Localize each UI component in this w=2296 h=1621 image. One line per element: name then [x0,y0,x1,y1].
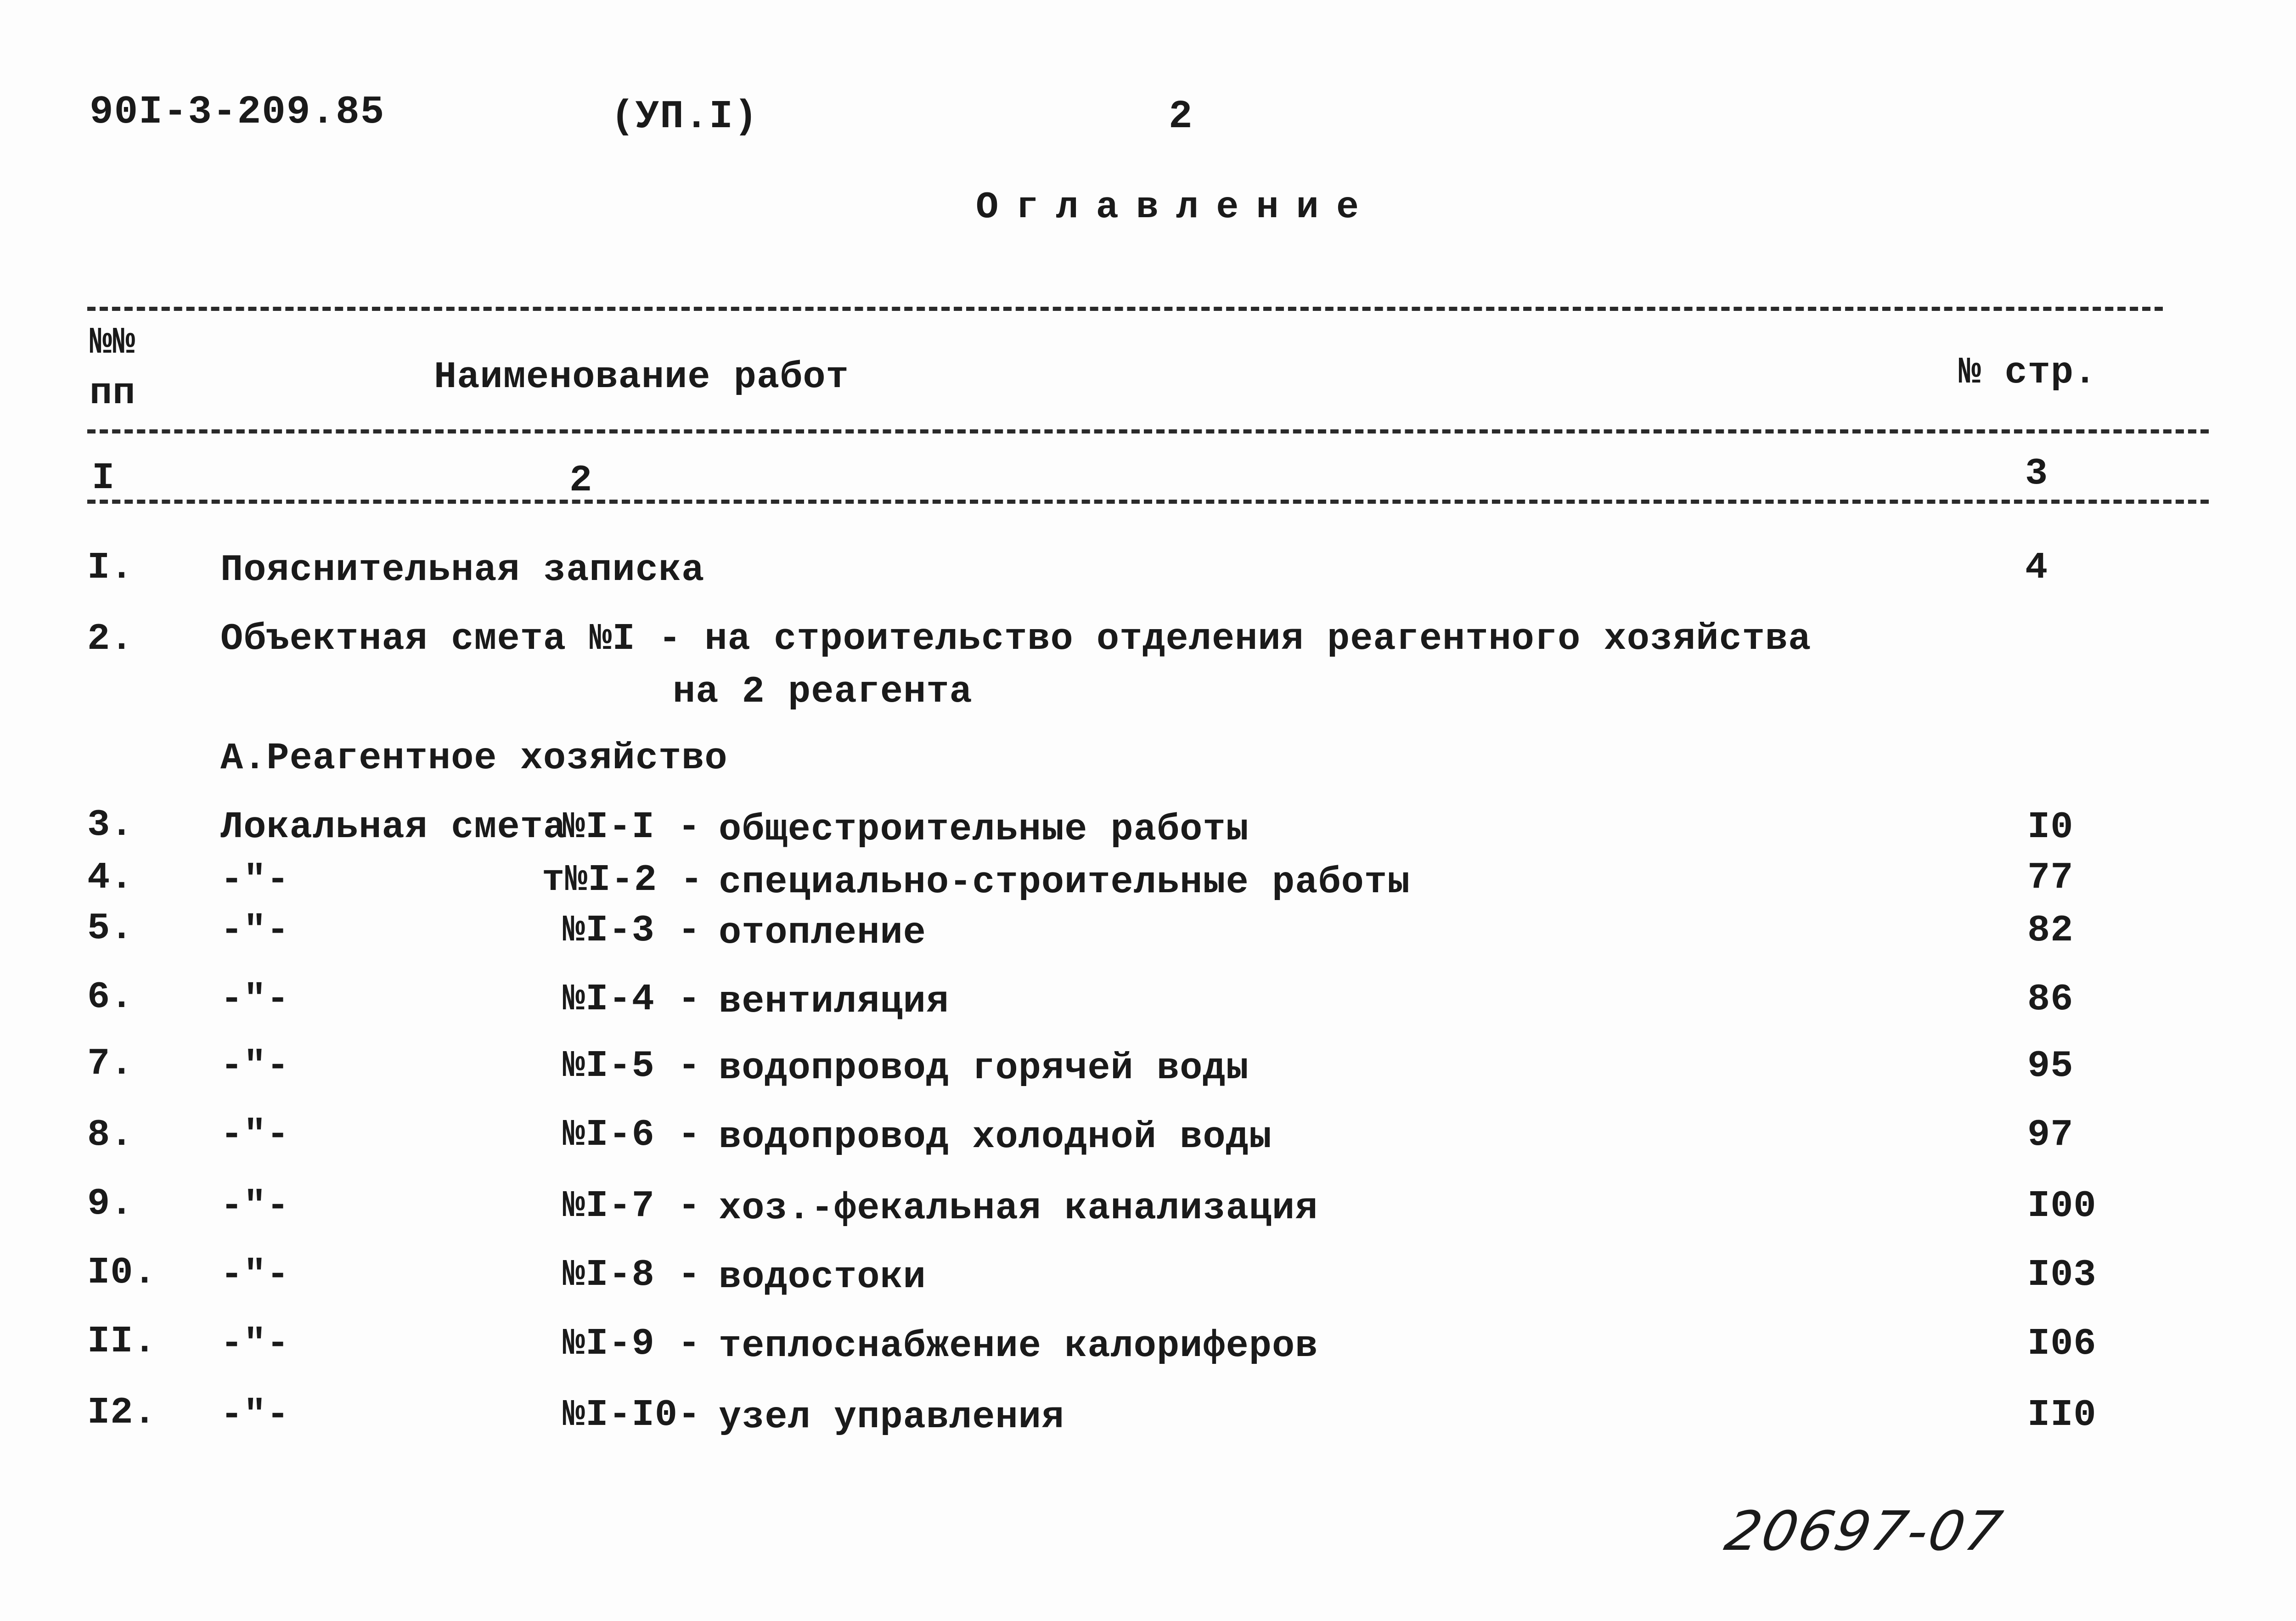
table-top-divider [87,307,2163,311]
entry-10-number: I0. [87,1251,157,1294]
entry-5-label: -"- [220,909,290,952]
entry-4-number: 4. [87,856,134,899]
entry-1-page: 4 [2025,546,2048,589]
entry-11-number: II. [87,1320,157,1363]
entry-4-label: -"- [220,859,290,901]
entry-5-page: 82 [2027,909,2074,952]
entry-11-code: №I-9 - [563,1323,701,1365]
entry-6-page: 86 [2027,978,2074,1021]
entry-5-number: 5. [87,907,134,950]
handwritten-inventory-number: 20697-07 [1720,1499,2009,1563]
entry-10-label: -"- [220,1254,290,1296]
entry-2-number: 2. [87,618,134,660]
entry-5-code: №I-3 - [563,909,701,952]
entry-12-page: II0 [2027,1394,2097,1436]
entry-7-code: №I-5 - [563,1045,701,1087]
entry-6-description: вентиляция [719,980,950,1023]
entry-7-label: -"- [220,1045,290,1087]
entry-9-number: 9. [87,1182,134,1225]
header-divider [87,429,2209,433]
entry-6-label: -"- [220,978,290,1021]
num-header-line1: №№ [90,321,136,364]
num-header-line2: пп [90,372,136,415]
entry-8-code: №I-6 - [563,1114,701,1156]
entry-1-title: Пояснительная записка [220,549,705,591]
page-number: 2 [1169,94,1193,139]
entry-8-label: -"- [220,1114,290,1156]
entry-4-code: т№I-2 - [542,859,703,901]
entry-11-page: I06 [2027,1323,2097,1365]
entry-9-label: -"- [220,1185,290,1227]
document-code: 90I-3-209.85 [90,90,385,135]
entry-6-number: 6. [87,976,134,1019]
entry-10-code: №I-8 - [563,1254,701,1296]
entry-7-number: 7. [87,1042,134,1085]
entry-11-label: -"- [220,1323,290,1365]
entry-3-description: общестроительные работы [719,808,1249,851]
entry-6-code: №I-4 - [563,978,701,1021]
entry-5-description: отопление [719,912,926,954]
entry-7-description: водопровод горячей воды [719,1047,1249,1090]
entry-9-page: I00 [2027,1185,2097,1227]
page-title: Оглавление [976,186,1377,229]
entry-12-description: узел управления [719,1396,1065,1439]
entry-12-number: I2. [87,1391,157,1434]
entry-4-page: 77 [2027,856,2074,899]
entry-11-description: теплоснабжение калориферов [719,1325,1318,1368]
entry-2-title-continued: на 2 реагента [673,670,973,713]
section-heading: А.Реагентное хозяйство [220,737,728,780]
volume-label: (УП.I) [611,94,759,139]
entry-10-page: I03 [2027,1254,2097,1296]
entry-10-description: водостоки [719,1256,926,1299]
entry-1-number: I. [87,546,134,589]
entry-4-description: специально-строительные работы [719,861,1411,904]
entry-3-page: I0 [2027,806,2074,849]
entry-8-page: 97 [2027,1114,2074,1156]
column-number-1: I [92,457,115,500]
page-column-header: № стр. [1958,351,2097,394]
name-column-header: Наименование работ [434,356,849,399]
entry-9-description: хоз.-фекальная канализация [719,1187,1318,1230]
column-number-2: 2 [569,459,593,502]
entry-12-label: -"- [220,1394,290,1436]
entry-3-code: №I-I - [563,806,701,849]
entry-7-page: 95 [2027,1045,2074,1087]
entry-3-number: 3. [87,804,134,846]
column-number-3: 3 [2025,452,2048,495]
entry-9-code: №I-7 - [563,1185,701,1227]
entry-8-description: водопровод холодной воды [719,1116,1272,1159]
entry-2-title: Объектная смета №I - на строительство отделения реагентного хозяйства [220,618,1812,660]
entry-3-label: Локальная смета [220,806,567,849]
entry-8-number: 8. [87,1114,134,1156]
column-number-divider [87,500,2209,504]
entry-12-code: №I-I0- [563,1394,701,1436]
